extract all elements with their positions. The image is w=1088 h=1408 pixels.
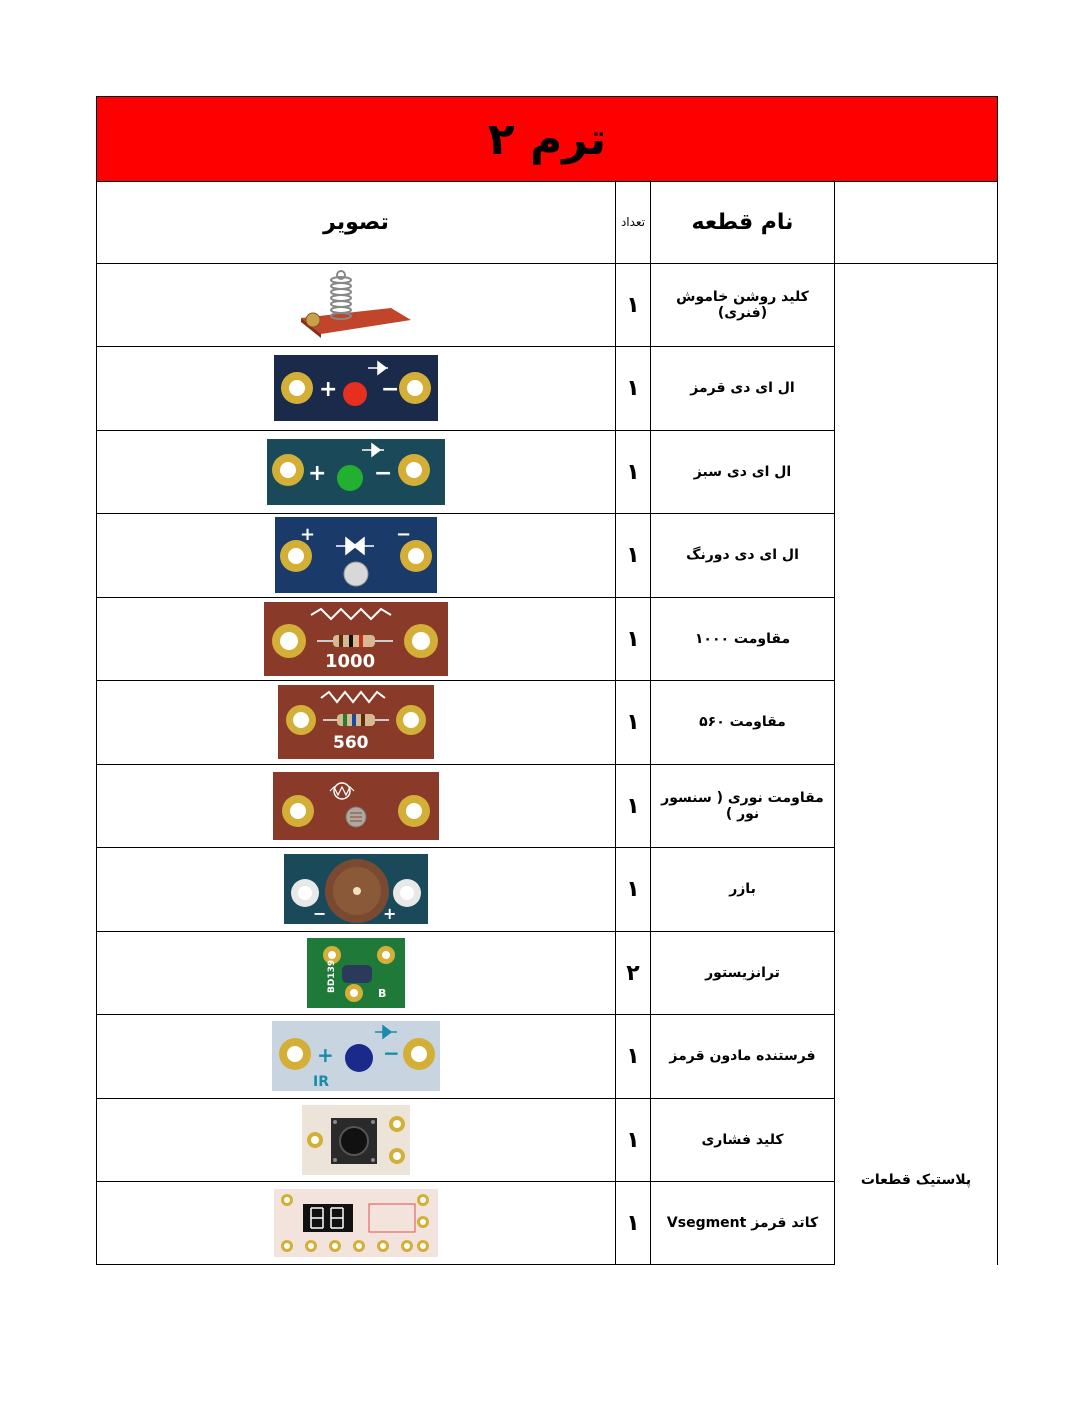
svg-text:+: + [317, 1043, 334, 1067]
svg-text:−: − [381, 377, 400, 402]
row-count: ۱ [626, 459, 640, 485]
row-name: کلید روشن خاموش (فنری) [676, 289, 809, 321]
row-count: ۱ [626, 292, 640, 318]
svg-text:−: − [396, 524, 412, 545]
row-count: ۱ [626, 1043, 640, 1069]
svg-text:−: − [383, 1041, 400, 1065]
row-count: ۱ [626, 793, 640, 819]
svg-text:+: + [308, 461, 327, 486]
svg-text:+: + [383, 904, 397, 923]
header-name: نام قطعه [691, 209, 794, 235]
row-count: ۱ [626, 375, 640, 401]
header-extra [835, 181, 997, 263]
row-count: ۱ [626, 1127, 640, 1153]
ir-label: IR [313, 1074, 329, 1090]
row-name: کلید فشاری [701, 1132, 784, 1148]
spring-switch-icon [97, 264, 615, 346]
resistor-value-label: 560 [333, 733, 369, 753]
red-led-module-icon [97, 347, 615, 429]
green-led-module-icon [97, 431, 615, 513]
resistor-value-label: 1000 [325, 651, 376, 672]
ldr-module-icon [97, 765, 615, 847]
page-title: ترم ۲ [487, 113, 607, 165]
row-count: ۲ [626, 960, 640, 986]
svg-text:+: + [300, 524, 316, 545]
row-name: ترانزیستور [705, 965, 780, 981]
row-name: مقاومت ۵۶۰ [699, 714, 786, 730]
side-label: پلاستیک قطعات [860, 1172, 972, 1188]
header-image: تصویر [323, 209, 389, 235]
row-name: ال ای دی قرمز [690, 380, 795, 396]
svg-text:B: B [378, 987, 387, 1000]
buzzer-module-icon [97, 848, 615, 930]
row-count: ۱ [626, 1210, 640, 1236]
seven-segment-module-icon [97, 1182, 615, 1264]
row-name: مقاومت ۱۰۰۰ [694, 631, 791, 647]
header-count: تعداد [620, 215, 646, 229]
push-button-module-icon [97, 1099, 615, 1181]
row-name: کاتد قرمز Vsegment [666, 1215, 819, 1231]
svg-text:−: − [313, 904, 327, 923]
row-name: ال ای دی سبز [693, 464, 792, 480]
transistor-module-icon [97, 932, 615, 1014]
row-count: ۱ [626, 626, 640, 652]
row-count: ۱ [626, 709, 640, 735]
row-name: مقاومت نوری ( سنسور نور ) [661, 790, 824, 822]
row-count: ۱ [626, 876, 640, 902]
resistor-1000-module-icon [97, 598, 615, 680]
row-name: ال ای دی دورنگ [686, 547, 799, 563]
row-name: بازر [729, 881, 756, 897]
bicolor-led-module-icon [97, 514, 615, 596]
ir-transmitter-module-icon [97, 1015, 615, 1097]
row-name: فرستنده مادون قرمز [669, 1048, 816, 1064]
row-count: ۱ [626, 542, 640, 568]
svg-text:−: − [374, 461, 393, 486]
transistor-label: BD139 [327, 959, 337, 993]
title-banner [96, 96, 998, 182]
resistor-560-module-icon [97, 681, 615, 763]
svg-text:+: + [319, 377, 338, 402]
